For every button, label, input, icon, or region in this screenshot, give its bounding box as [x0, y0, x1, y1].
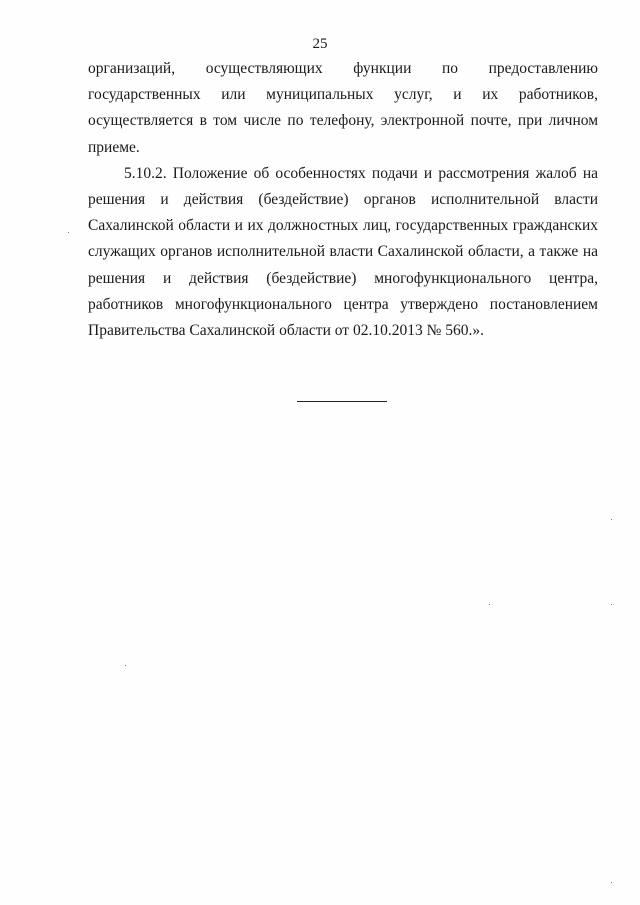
scan-speck: [611, 519, 612, 520]
text-line: служащих органов исполнительной власти Сахалинской области, а также на: [88, 243, 598, 261]
scan-speck: [125, 665, 126, 666]
text-line: решения и действия (бездействие) многофункционального центра,: [88, 269, 598, 287]
document-body: [88, 56, 598, 344]
section-separator-line: [297, 401, 387, 402]
text-line: работников многофункционального центра утверждено постановлением: [88, 295, 598, 313]
text-line: Правительства Сахалинской области от 02.10.2013 № 560.».: [88, 322, 484, 340]
scan-speck: [68, 232, 69, 233]
page-number: 25: [312, 36, 328, 52]
text-line: решения и действия (бездействие) органов исполнительной власти: [88, 191, 598, 209]
scan-speck: [489, 604, 490, 605]
text-line: государственных или муниципальных услуг, и их работников,: [88, 86, 598, 104]
scan-speck: [611, 604, 612, 605]
text-line: Сахалинской области и их должностных лиц, государственных гражданских: [88, 217, 598, 235]
paragraph-continuation: [88, 56, 598, 161]
text-line: осуществляется в том числе по телефону, электронной почте, при личном: [88, 112, 598, 130]
text-line: организаций, осуществляющих функции по предоставлению: [88, 60, 598, 77]
paragraph-5-10-2: [88, 161, 598, 344]
text-line: приеме.: [88, 138, 140, 156]
scan-speck: [611, 882, 612, 883]
text-line: 5.10.2. Положение об особенностях подачи и рассмотрения жалоб на: [124, 164, 598, 182]
